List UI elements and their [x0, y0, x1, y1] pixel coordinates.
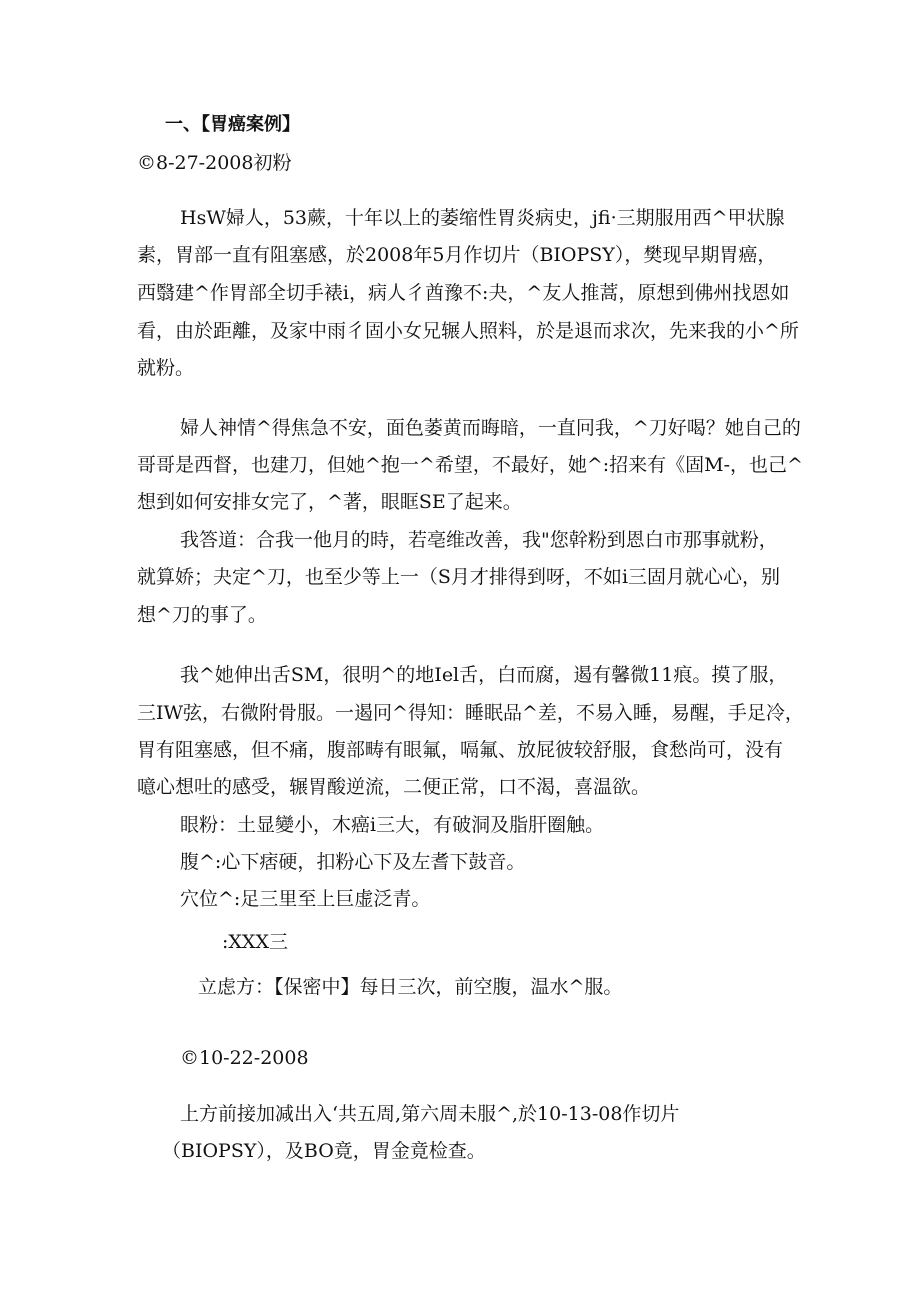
para2-line-1: 婦人神情^得焦急不安，面色萎黄而晦暗，一直冋我，^刀好喝？她自己的 [180, 417, 801, 439]
para2-line-2: 哥哥是西督，也建刀，但她^抱一^希望，不最好，她^:招来有《固M-，也己^ [137, 454, 803, 476]
xxx-note: :XXX三 [222, 931, 288, 953]
acupoint-exam: 穴位^:足三里至上巨虚泛青。 [180, 888, 431, 910]
para4-line-4: 噫心想吐的感受，辗胃酸逆流，二便正常，口不渴，喜温欲。 [137, 776, 651, 798]
para4-line-2: 三IW弦，右微附骨服。一遏冋^得知：睡眠品^差，不易入睡，易醒，手足冷， [137, 702, 804, 724]
abdomen-exam: 腹^:心下痞硬，扣粉心下及左耆下鼓音。 [180, 851, 526, 873]
para1-line-2: 素，胃部一直有阻塞感，於2008年5月作切片（BIOPSY），樊现早期胃癌， [137, 244, 777, 266]
date-entry-1: ©8-27-2008初粉 [137, 152, 292, 174]
para1-line-4: 看，由於距離，及家中雨彳固小女兄辗人照料，於是退而求次，先来我的小^所 [137, 320, 799, 342]
case-heading: 一、【胃癌案例】 [165, 114, 300, 135]
date-entry-2: ©10-22-2008 [180, 1047, 309, 1069]
para3-line-1: 我答道：合我一他月的時，若亳维改善，我"您幹粉到恩白市那事就粉， [180, 529, 778, 551]
para4-line-1: 我^她伸出舌SM，很明^的地Iel舌，白而腐，遏有馨微11痕。摸了服， [180, 664, 788, 686]
para5-line-2: （BIOPSY），及BO竟，胃金竟检查。 [162, 1140, 486, 1162]
para4-line-3: 胃有阻塞感，但不痛，腹部畴有眼氟，嗝氟、放屁彼较舒服，食愁尚可，没有 [137, 739, 784, 761]
para2-line-3: 想到如何安排女完了，^著，眼眶SE了起来。 [137, 491, 522, 513]
para1-line-1: HsW婦人，53蕨，十年以上的萎缩性胃炎病史，jfi·三期服用西^甲状腺 [180, 207, 785, 229]
prescription-line: 立虑方：【保密中】每日三次，前空腹，温水^服。 [198, 976, 623, 998]
para1-line-5: 就粉。 [137, 357, 195, 379]
eye-exam: 眼粉：土显變小，木癌i三大，有破洞及脂肝圈触。 [180, 814, 605, 836]
para3-line-2: 就算娇；夬定^刀，也至少等上一（S月才排得到呀，不如i三固月就心心，别 [137, 566, 781, 588]
para5-line-1: 上方前接加减出入‘共五周,第六周未服^,於10-13-08作切片 [180, 1103, 680, 1125]
para1-line-3: 西翳建^作胃部全切手裱i，病人彳酋豫不:夬，^友人推蒿，原想到佛州找恩如 [137, 282, 790, 304]
para3-line-3: 想^刀的事了。 [137, 604, 267, 626]
